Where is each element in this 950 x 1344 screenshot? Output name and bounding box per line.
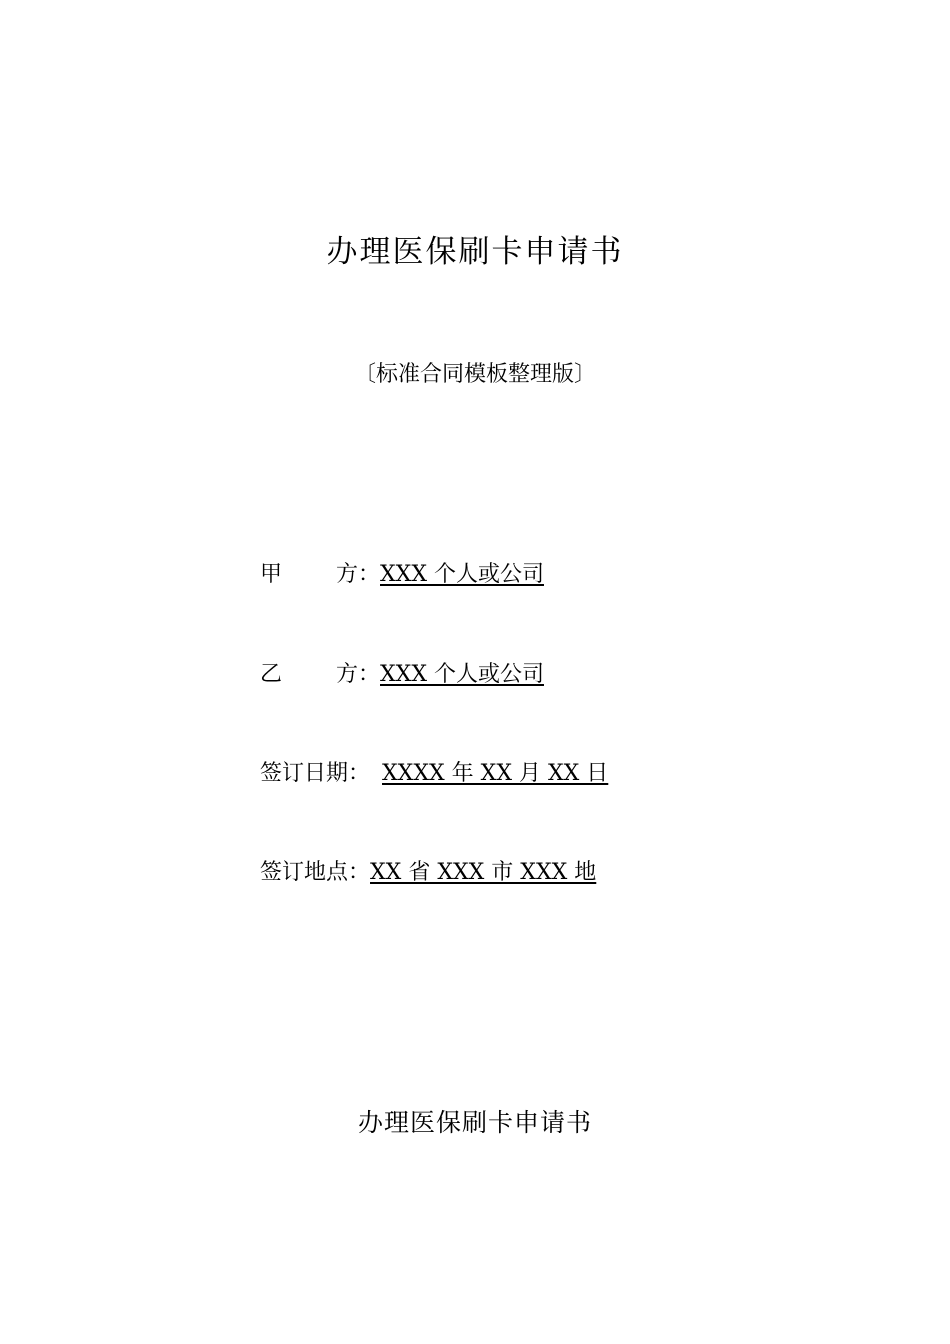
signing-date-value: XXXX 年 XX 月 XX 日 bbox=[382, 761, 609, 786]
party-a-row bbox=[260, 558, 598, 592]
party-a-label bbox=[260, 558, 380, 592]
party-b-row bbox=[260, 658, 598, 692]
section-heading: 办理医保刷卡申请书 bbox=[357, 1108, 592, 1137]
party-a-label-char: 甲 bbox=[260, 562, 283, 587]
signing-place-value: XX 省 XXX 市 XXX 地 bbox=[370, 860, 597, 885]
signing-place-label: 签订地点： bbox=[260, 860, 371, 885]
document-subtitle: 〔标准合同模板整理版〕 bbox=[353, 362, 596, 387]
document-title: 办理医保刷卡申请书 bbox=[326, 234, 624, 270]
party-b-label-char: 乙 bbox=[260, 662, 283, 687]
party-a-value: XXX 个人或公司 bbox=[380, 562, 544, 587]
party-b-value: XXX 个人或公司 bbox=[380, 662, 544, 687]
signing-date-row bbox=[260, 757, 636, 791]
party-b-label bbox=[260, 658, 380, 692]
signing-date-label: 签订日期： bbox=[260, 761, 371, 786]
party-a-label-suffix: 方： bbox=[335, 562, 380, 587]
party-b-label-suffix: 方： bbox=[335, 662, 380, 687]
signing-place-row bbox=[260, 856, 608, 890]
